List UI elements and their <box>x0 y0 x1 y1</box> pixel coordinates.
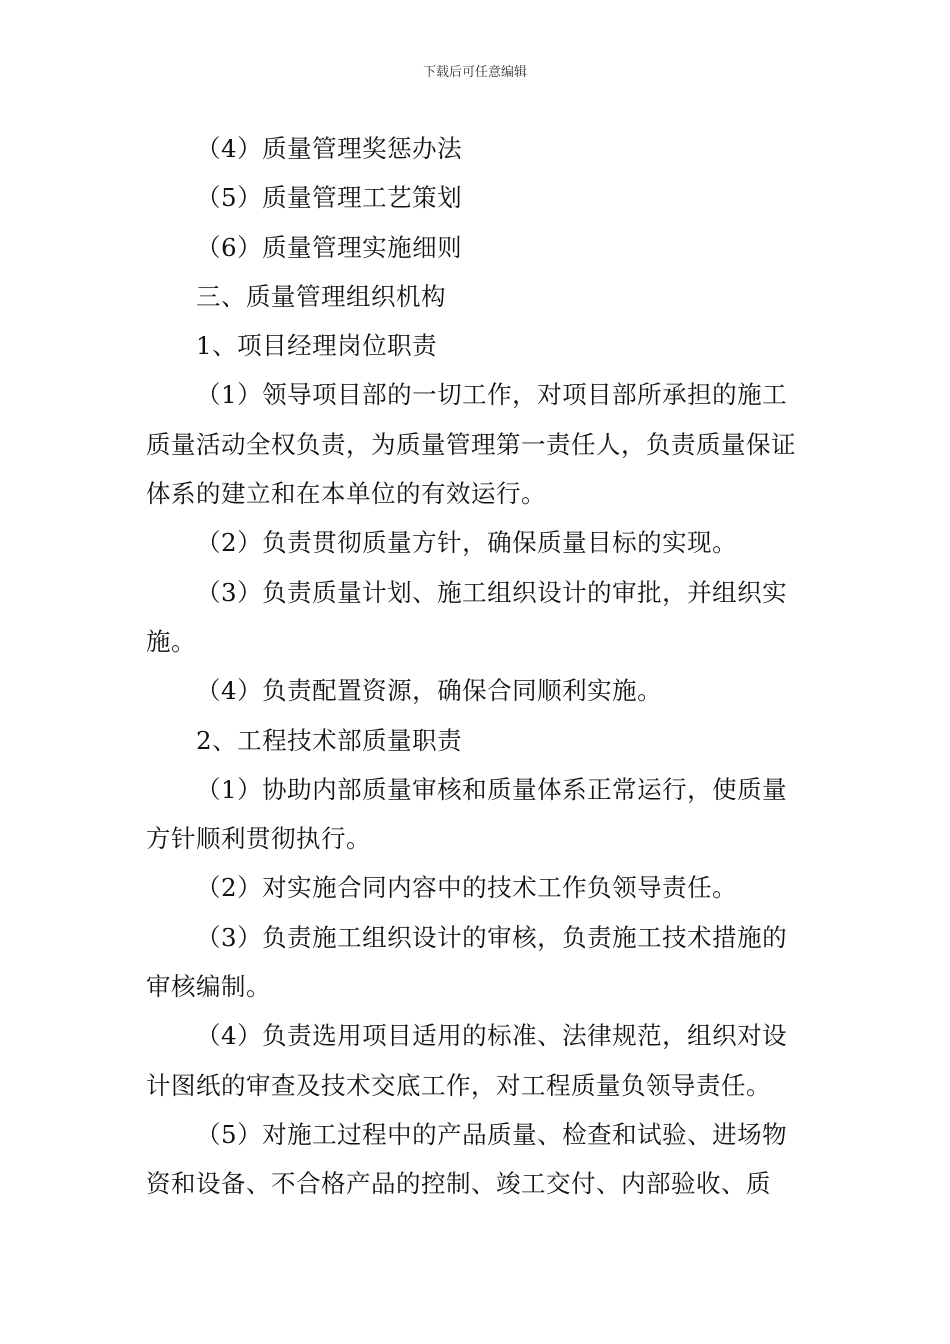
pm-duty-3: （3）负责质量计划、施工组织设计的审批，并组织实施。 <box>146 577 788 656</box>
pm-duty-1: （1）领导项目部的一切工作，对项目部所承担的施工质量活动全权负责，为质量管理第一责任人，负责质量保证体系的建立和在本单位的有效运行。 <box>146 380 796 509</box>
pm-duty-2: （2）负责贯彻质量方针，确保质量目标的实现。 <box>196 528 738 558</box>
page-header: 下载后可任意编辑 <box>422 65 527 80</box>
list-item-5: （5）质量管理工艺策划 <box>196 183 463 213</box>
document-body <box>146 124 808 1209</box>
tech-duty-3: （3）负责施工组织设计的审核，负责施工技术措施的审核编制。 <box>146 922 788 1002</box>
list-item-6: （6）质量管理实施细则 <box>196 232 463 262</box>
pm-duty-4: （4）负责配置资源，确保合同顺利实施。 <box>196 676 663 706</box>
tech-duty-1: （1）协助内部质量审核和质量体系正常运行，使质量方针顺利贯彻执行。 <box>146 774 788 854</box>
subsection-heading-2: 2、工程技术部质量职责 <box>196 725 463 755</box>
subsection-heading-1: 1、项目经理岗位职责 <box>196 331 438 361</box>
list-item-4: （4）质量管理奖惩办法 <box>196 134 463 163</box>
tech-duty-5: （5）对施工过程中的产品质量、检查和试验、进场物资和设备、不合格产品的控制、竣工交付、内部验收、质 <box>146 1119 788 1199</box>
tech-duty-2: （2）对实施合同内容中的技术工作负领导责任。 <box>196 873 738 903</box>
tech-duty-4: （4）负责选用项目适用的标准、法律规范，组织对设计图纸的审查及技术交底工作，对工程质量负领导责任。 <box>146 1021 788 1100</box>
section-heading-3: 三、质量管理组织机构 <box>196 281 446 311</box>
